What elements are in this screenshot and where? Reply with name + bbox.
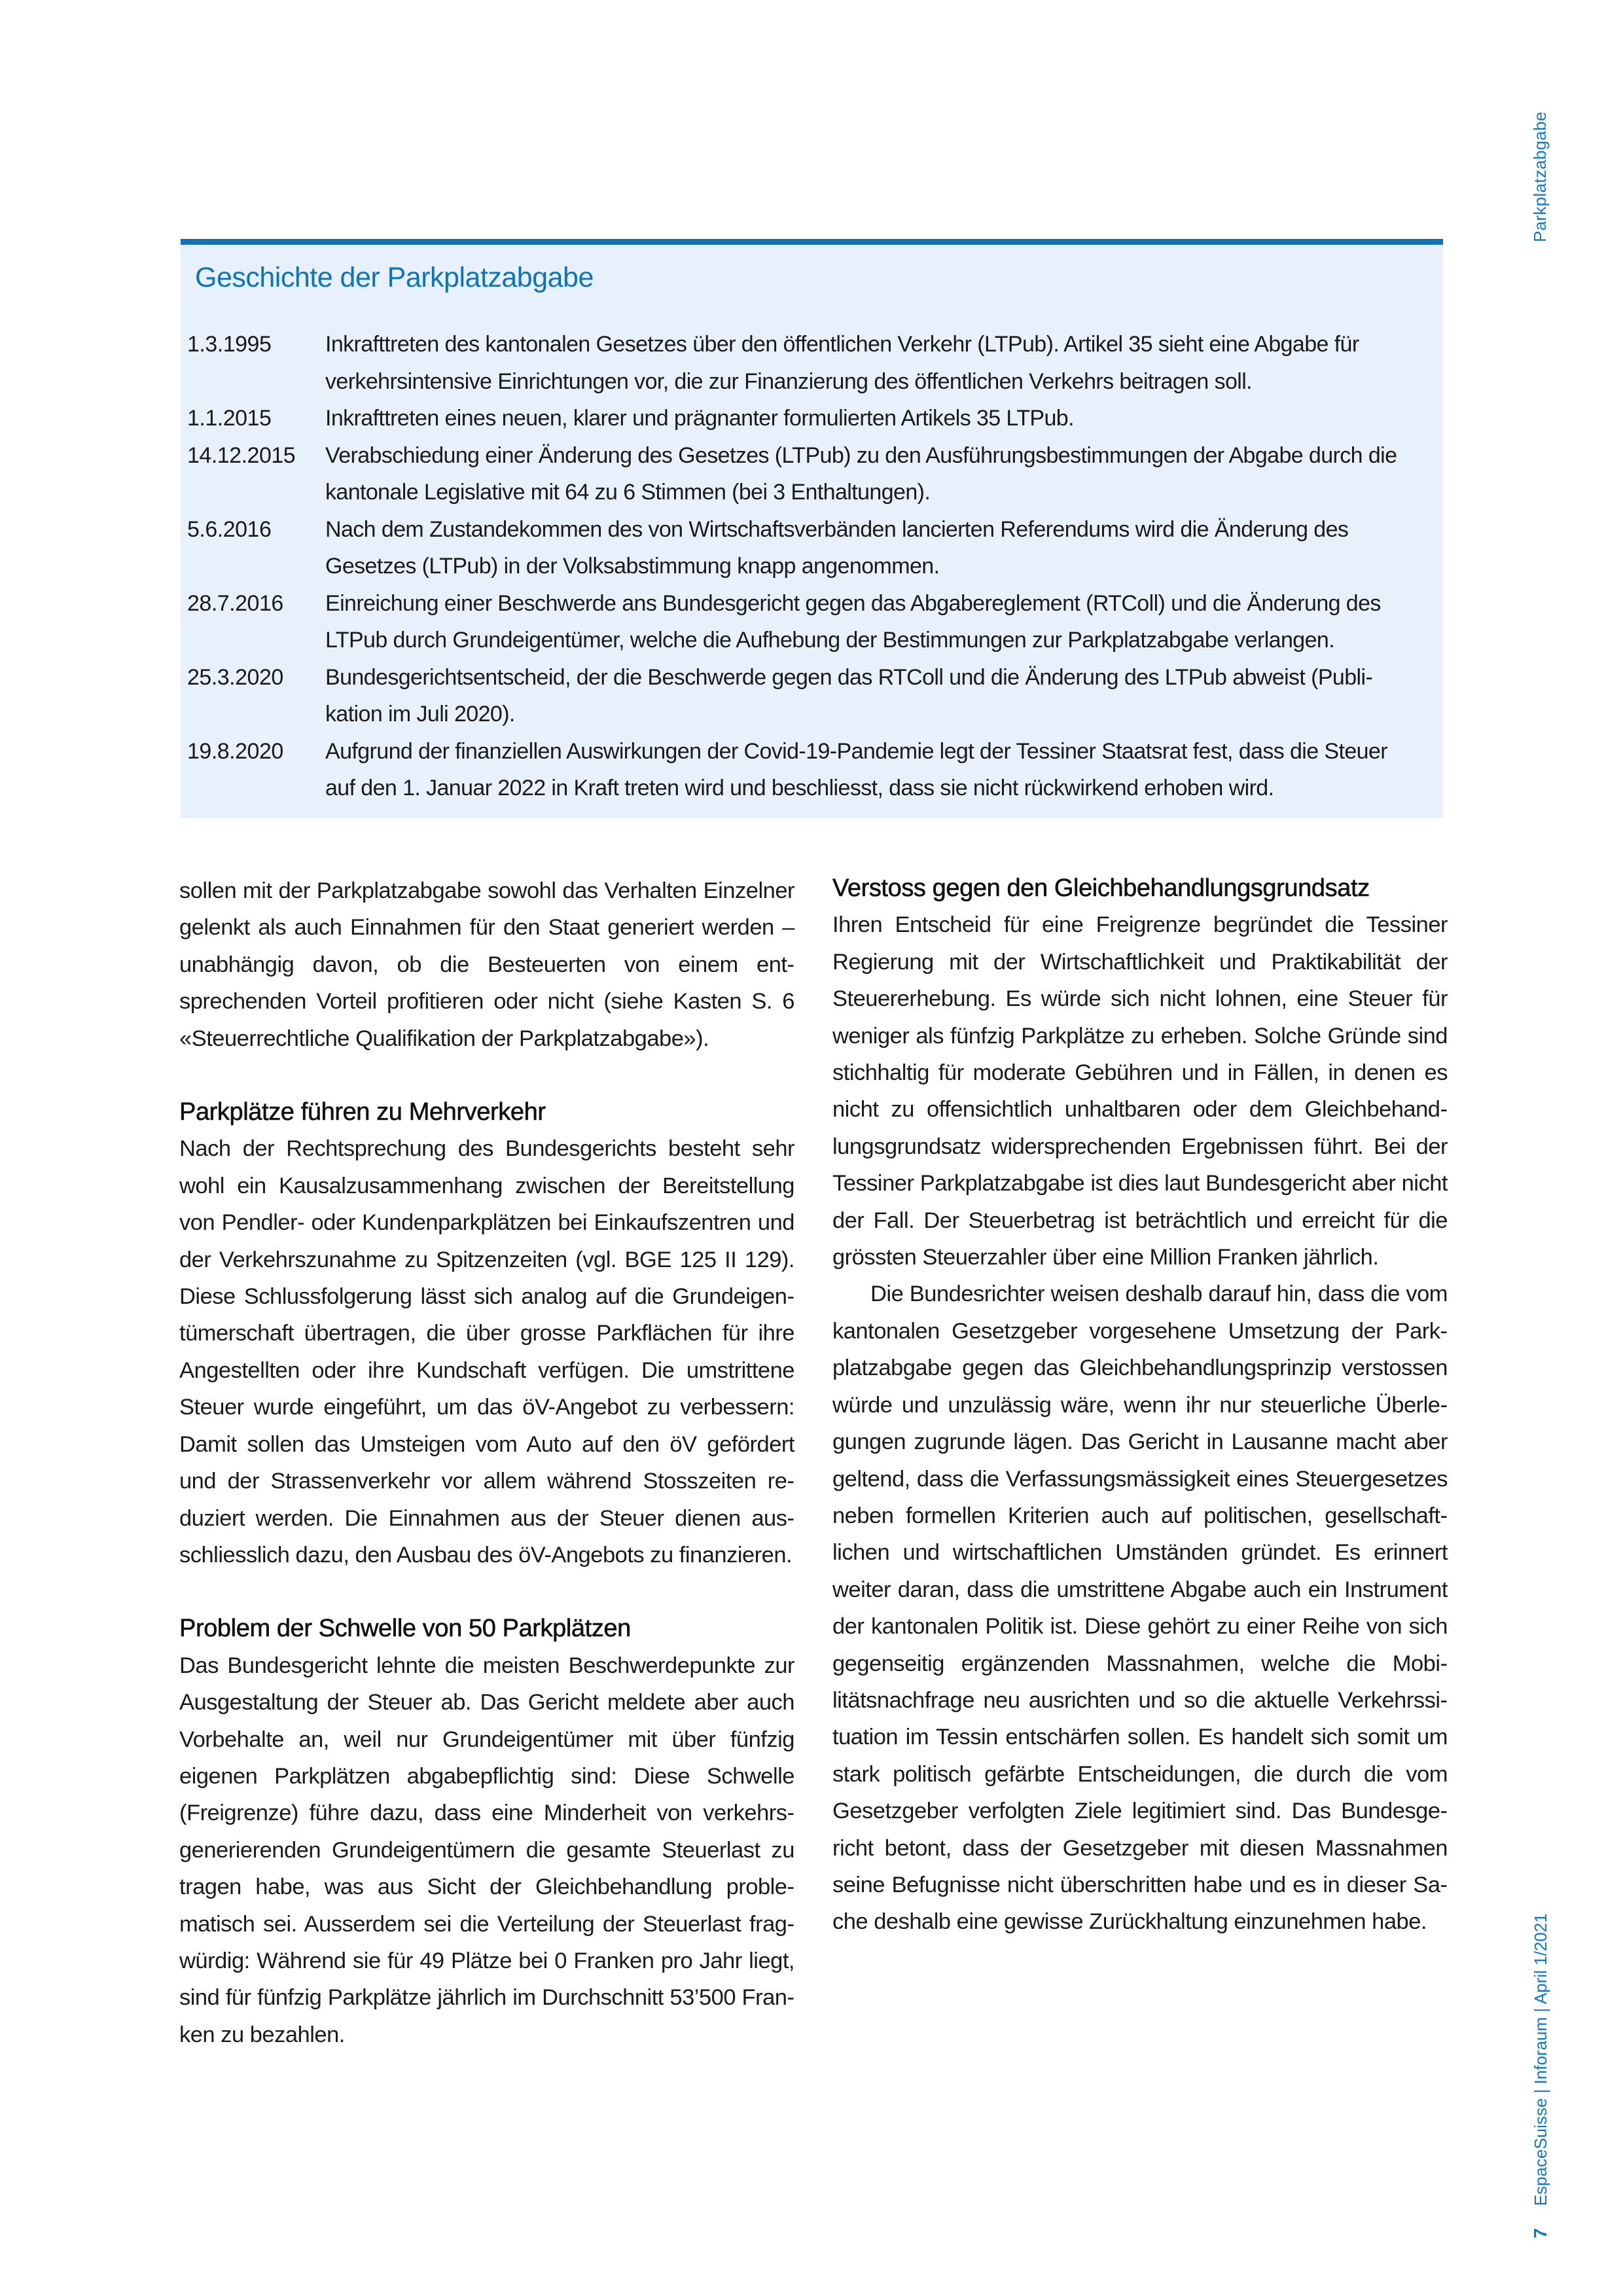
timeline-entry: [187, 733, 1431, 807]
timeline-list: [187, 326, 1431, 807]
section-heading: Parkplätze führen zu Mehrverkehr: [179, 1098, 546, 1126]
section-heading: Verstoss gegen den Gleichbehandlungsgrundsatz: [832, 874, 1370, 902]
history-box-title: Geschichte der Parkplatzabgabe: [195, 262, 594, 293]
timeline-date: 25.3.2020: [187, 664, 283, 690]
article-column-right: [832, 872, 1448, 1941]
timeline-entry: [187, 659, 1431, 733]
timeline-entry: [187, 437, 1431, 511]
timeline-entry: [187, 400, 1431, 437]
paragraph-gap: [179, 1573, 794, 1610]
timeline-date: 1.1.2015: [187, 406, 272, 431]
topic-label: Parkplatzabgabe: [1530, 111, 1550, 242]
section-paragraph: Nach der Rechtsprechung des Bundesgerichts besteht sehr wohl ein Kausalzusammenhang zwischen der Bereitstellung von Pendler- oder Kundenparkplätzen bei Einkaufszentren und der Verkehrszunahme zu Spitzenzeiten (vgl. BGE 125 II 129). Diese Schlussfolgerung lässt sich analog auf die Grundeigentümerschaft übertragen, die über grosse Parkflächen für ihre Angestellten oder ihre Kundschaft verfügen. Die umstrittene Steuer wurde eingeführt, um das öV-Angebot zu verbessern: Damit sollen das Umsteigen vom Auto auf den öV gefördert und der Strassenverkehr vor allem während Stosszeiten reduziert werden. Die Einnahmen aus der Steuer dienen ausschliesslich dazu, den Ausbau des öV-Angebots zu finanzieren.: [179, 1136, 794, 1568]
timeline-text: Bundesgerichtsentscheid, der die Beschwerde gegen das RTColl und die Änderung des LTPub abweist (Publikation im Juli 2020).: [325, 664, 1373, 726]
timeline-date: 5.6.2016: [187, 516, 272, 542]
article-column-left: [179, 872, 794, 2053]
running-head-topic: [1530, 98, 1556, 242]
timeline-text: Aufgrund der finanziellen Auswirkungen der Covid-19-Pandemie legt der Tessiner Staatsrat fest, dass die Steuer auf den 1. Januar 2022 in Kraft treten wird und beschliesst, dass sie nicht rückwirkend erhoben wird.: [325, 738, 1387, 800]
timeline-entry: [187, 326, 1431, 400]
timeline-text: Nach dem Zustandekommen des von Wirtschaftsverbänden lancierten Referendums wird die Änderung des Gesetzes (LTPub) in der Volksabstimmung knapp angenommen.: [325, 516, 1349, 579]
paragraph-gap: [179, 1057, 794, 1094]
section-paragraph: Das Bundesgericht lehnte die meisten Beschwerdepunkte zur Ausgestaltung der Steuer ab. Das Gericht meldete aber auch Vorbehalte an, weil nur Grundeigentümer mit über fünfzig eigenen Parkplätzen abgabepflichtig sind: Diese Schwelle (Freigrenze) führe dazu, dass eine Minderheit von verkehrsgenerierenden Grundeigentümern die gesamte Steuerlast zu tragen habe, was aus Sicht der Gleichbehandlung problematisch sei. Ausserdem sei die Verteilung der Steuerlast fragwürdig: Während sie für 49 Plätze bei 0 Franken pro Jahr liegt, sind für fünfzig Parkplätze jährlich im Durchschnitt 53’500 Franken zu bezahlen.: [179, 1653, 794, 2047]
timeline-date: 1.3.1995: [187, 332, 272, 357]
page-number: 7: [1530, 2228, 1550, 2238]
timeline-date: 19.8.2020: [187, 738, 283, 764]
timeline-text: Inkrafttreten des kantonalen Gesetzes über den öffentlichen Verkehr (LTPub). Artikel 35 sieht eine Abgabe für verkehrsintensive Einrichtungen vor, die zur Finanzierung des öffentlichen Verkehrs beitragen soll.: [325, 332, 1359, 394]
intro-paragraph: sollen mit der Parkplatzabgabe sowohl das Verhalten Einzelner gelenkt als auch Einnahmen für den Staat generiert werden – unabhängig davon, ob die Besteuerten von einem entsprechenden Vorteil profitieren oder nicht (siehe Kasten S. 6 «Steuerrechtliche Qualifikation der Parkplatzabgabe»).: [179, 878, 794, 1051]
timeline-date: 28.7.2016: [187, 590, 283, 616]
timeline-text: Einreichung einer Beschwerde ans Bundesgericht gegen das Abgabereglement (RTColl) und die Änderung des LTPub durch Grundeigentümer, welche die Aufhebung der Bestimmungen zur Parkplatzabgabe verlangen.: [325, 590, 1381, 653]
section-paragraph: Ihren Entscheid für eine Freigrenze begründet die Tessiner Regierung mit der Wirtschaftlichkeit und Praktikabilität der Steuererhebung. Es würde sich nicht lohnen, eine Steuer für weniger als fünfzig Parkplätze zu erheben. Solche Gründe sind stichhaltig für moderate Gebühren und in Fällen, in denen es nicht zu offensichtlich unhaltbaren oder dem Gleichbehandlungsgrundsatz widersprechenden Ergebnissen führt. Bei der Tessiner Parkplatzabgabe ist dies laut Bundesgericht aber nicht der Fall. Der Steuerbetrag ist beträchtlich und erreicht für die grössten Steuerzahler über eine Million Franken jährlich.: [832, 912, 1448, 1270]
publication-info: EspaceSuisse | Inforaum | April 1/2021: [1531, 1913, 1550, 2206]
section-paragraph: Die Bundesrichter weisen deshalb darauf hin, dass die vom kantonalen Gesetzgeber vorgesehene Umsetzung der Parkplatzabgabe gegen das Gleichbehandlungsprinzip verstossen würde und unzulässig wäre, wenn ihr nur steuerliche Überlegungen zugrunde lägen. Das Gericht in Lausanne macht aber geltend, dass die Verfassungsmässigkeit eines Steuergesetzes neben formellen Kriterien auch auf politischen, gesellschaftlichen und wirtschaftlichen Umständen gründet. Es erinnert weiter daran, dass die umstrittene Abgabe auch ein Instrument der kantonalen Politik ist. Diese gehört zu einer Reihe von sich gegenseitig ergänzenden Massnahmen, welche die Mobilitätsnachfrage neu ausrichten und so die aktuelle Verkehrssituation im Tessin entschärfen sollen. Es handelt sich somit um stark politisch gefärbte Entscheidungen, die durch die vom Gesetzgeber verfolgten Ziele legitimiert sind. Das Bundesgericht betont, dass der Gesetzgeber mit diesen Massnahmen seine Befugnisse nicht überschritten habe und es in dieser Sache deshalb eine gewisse Zurückhaltung einzunehmen habe.: [832, 1282, 1448, 1935]
running-footer: [1530, 1846, 1556, 2238]
timeline-text: Verabschiedung einer Änderung des Gesetzes (LTPub) zu den Ausführungsbestimmungen der Abgabe durch die kantonale Legislative mit 64 zu 6 Stimmen (bei 3 Enthaltungen).: [325, 442, 1397, 505]
timeline-date: 14.12.2015: [187, 442, 296, 468]
section-heading: Problem der Schwelle von 50 Parkplätzen: [179, 1615, 631, 1643]
history-box: [181, 239, 1443, 818]
timeline-text: Inkrafttreten eines neuen, klarer und prägnanter formulierten Artikels 35 LTPub.: [325, 406, 1074, 431]
timeline-entry: [187, 511, 1431, 585]
timeline-entry: [187, 585, 1431, 659]
